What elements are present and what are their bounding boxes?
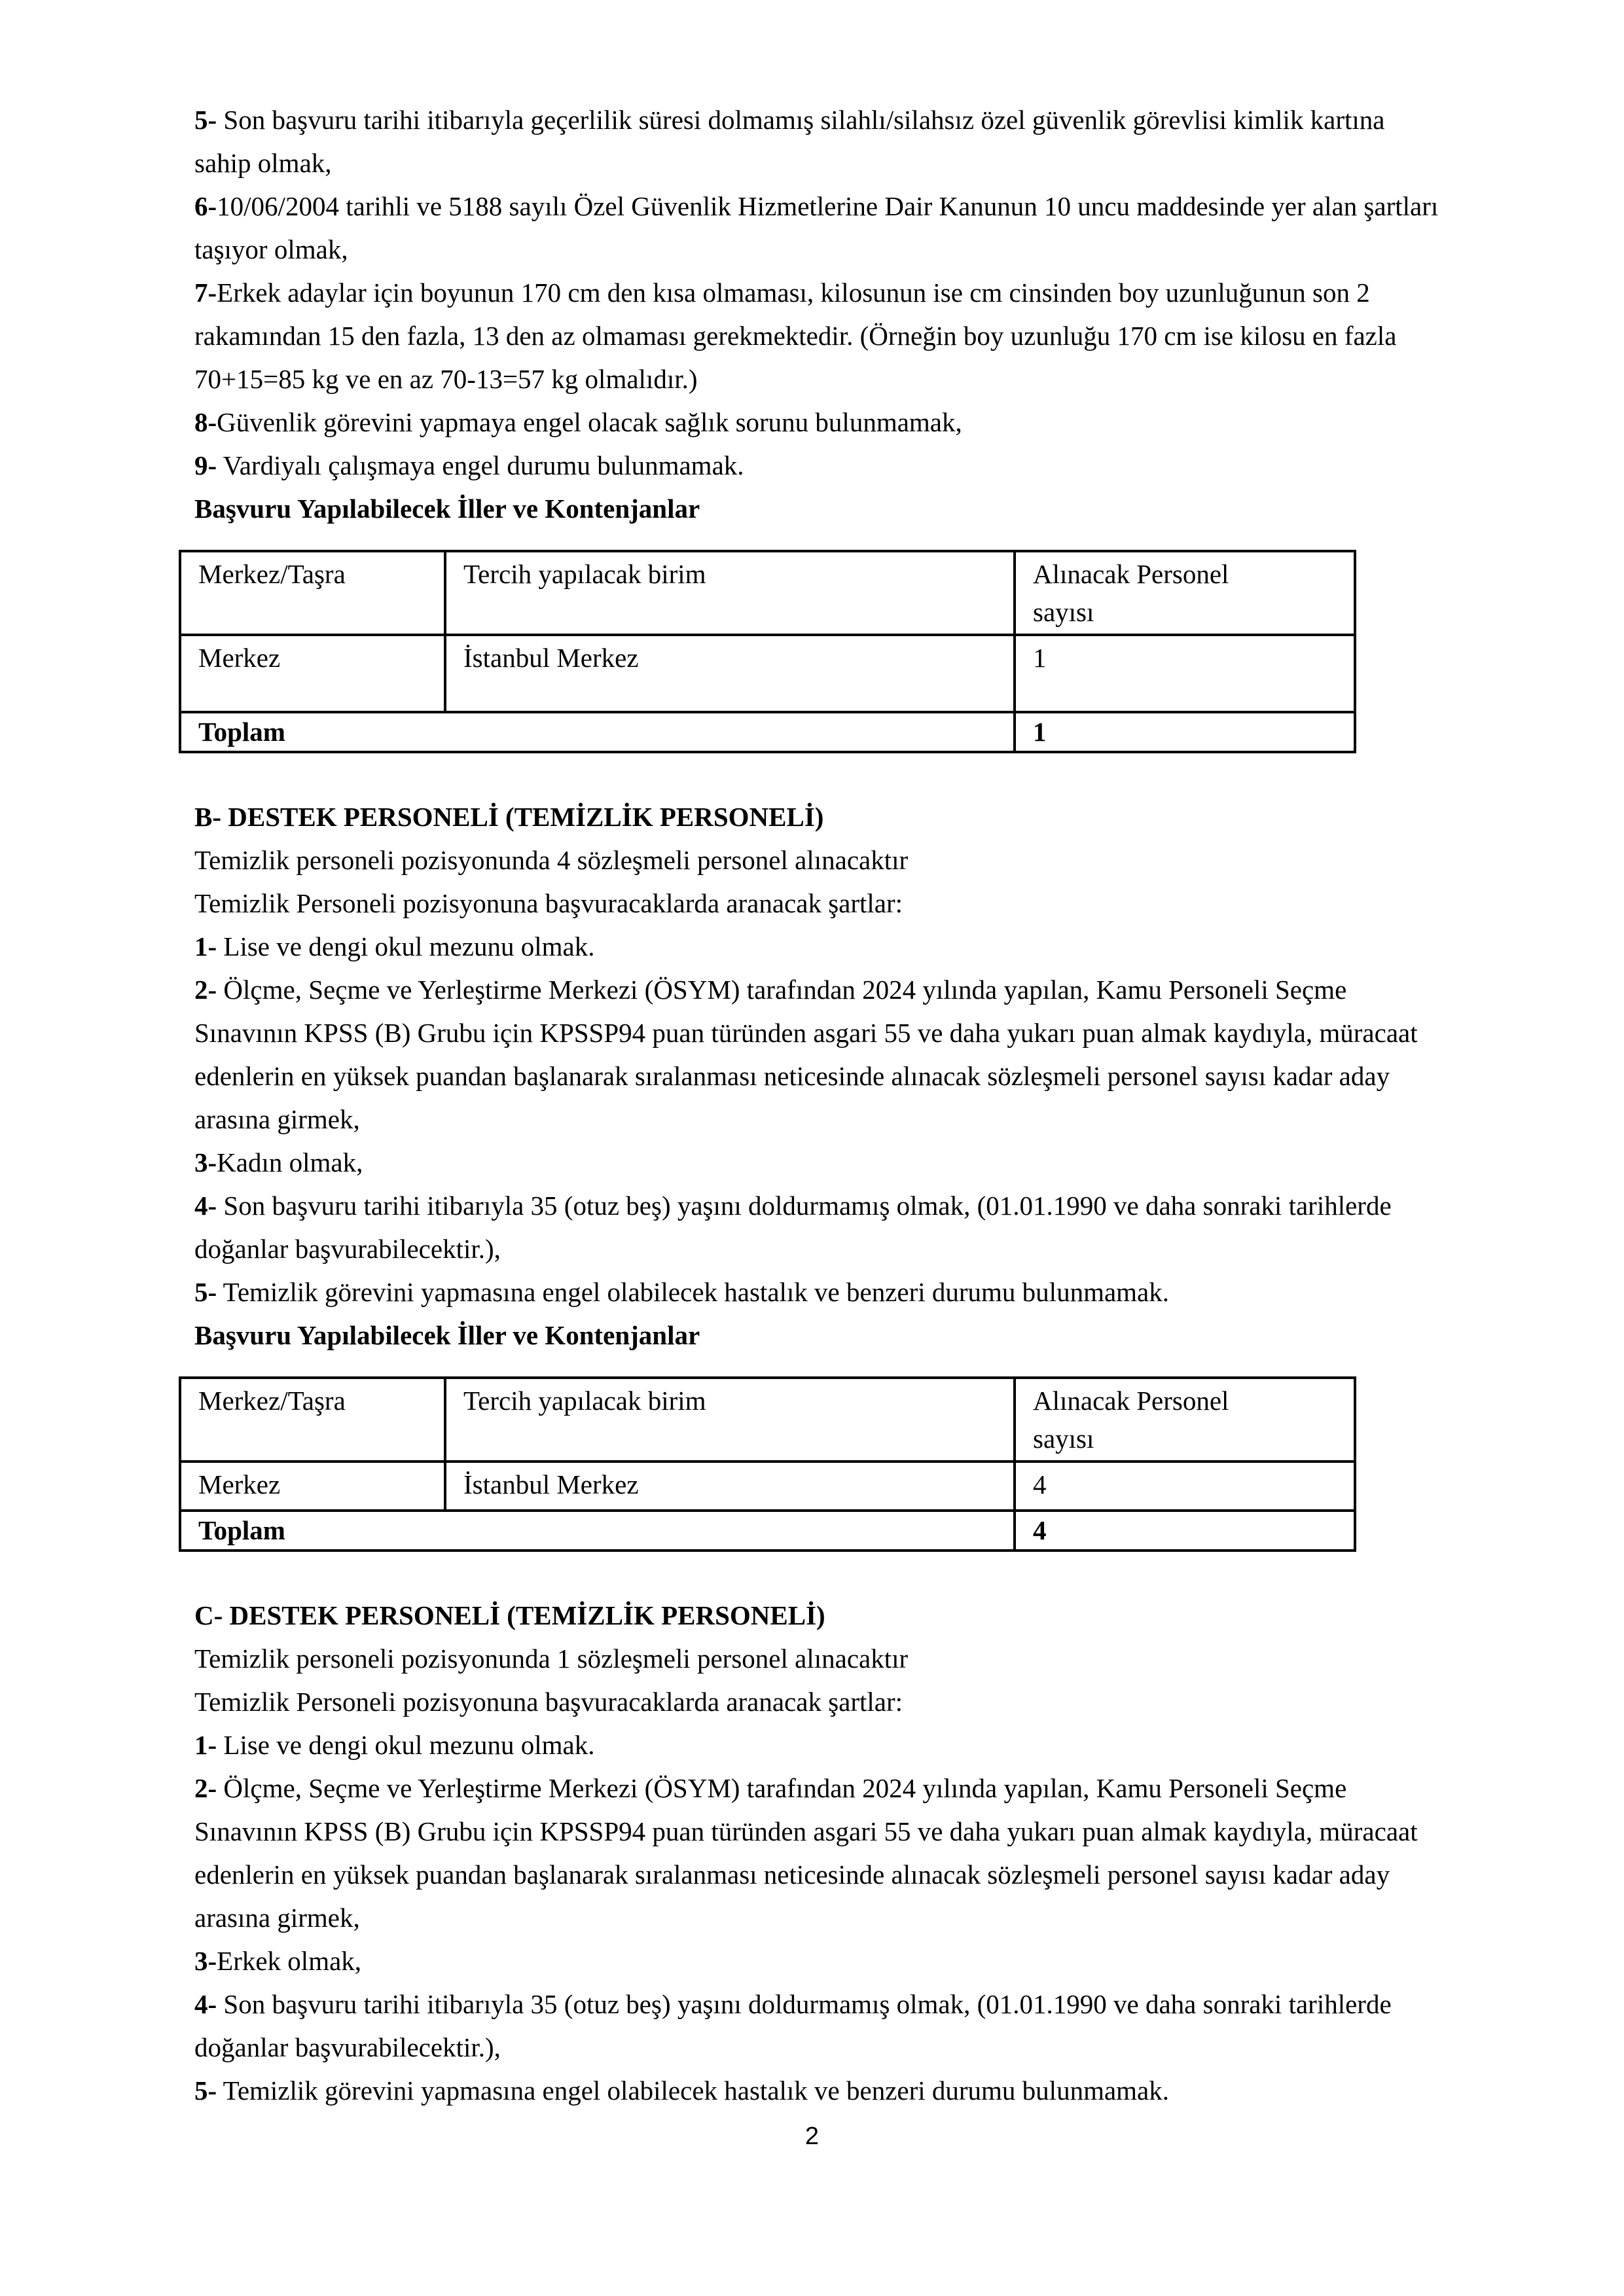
requirement-number: 3- — [194, 1147, 217, 1177]
table-row — [180, 1462, 1355, 1511]
col-header-alinacak-personel — [1015, 1378, 1355, 1462]
section-b-title: B- DESTEK PERSONELİ (TEMİZLİK PERSONELİ) — [194, 802, 824, 832]
requirement-text: Vardiyalı çalışmaya engel durumu bulunmamak. — [217, 450, 744, 480]
document-content — [194, 98, 1443, 2112]
table-header-row — [180, 1378, 1355, 1462]
cell-istanbul-merkez: İstanbul Merkez — [445, 1462, 1015, 1511]
requirement-item — [194, 1141, 1443, 1184]
cell-merkez: Merkez — [180, 1462, 445, 1511]
requirement-item — [194, 1982, 1443, 2069]
requirement-text: Lise ve dengi okul mezunu olmak. — [217, 931, 595, 961]
col-header-merkez-tasra: Merkez/Taşra — [180, 1378, 445, 1462]
section-b-intro-2: Temizlik Personeli pozisyonuna başvuracaklarda aranacak şartlar: — [194, 888, 903, 918]
table-total-row — [180, 712, 1355, 752]
table-total-row — [180, 1511, 1355, 1551]
requirement-number: 2- — [194, 975, 217, 1005]
requirement-number: 8- — [194, 407, 217, 437]
section-b-intro-1: Temizlik personeli pozisyonunda 4 sözleşmeli personel alınacaktır — [194, 845, 909, 875]
total-value-cell: 4 — [1015, 1511, 1355, 1551]
requirement-text: Son başvuru tarihi itibarıyla geçerlilik süresi dolmamış silahlı/silahsız özel güvenlik görevlisi kimlik kartına sahip olmak, — [194, 105, 1385, 178]
requirement-text: Erkek olmak, — [217, 1946, 362, 1976]
requirement-item — [194, 1270, 1443, 1314]
requirement-item — [194, 1184, 1443, 1270]
requirement-number: 9- — [194, 450, 217, 480]
col-header-merkez-tasra: Merkez/Taşra — [180, 551, 445, 635]
requirement-text: Erkek adaylar için boyunun 170 cm den kısa olmaması, kilosunun ise cm cinsinden boy uzunluğunun son 2 rakamından 15 den fazla, 13 den az olmaması gerekmektedir. (Örneğin boy uzunluğu 170 cm ise kilosu en fazla 70+15=85 kg ve en az 70-13=57 kg olmalıdır.) — [194, 278, 1397, 394]
requirement-number: 5- — [194, 2075, 217, 2106]
requirement-text: Kadın olmak, — [217, 1147, 363, 1177]
requirement-number: 3- — [194, 1946, 217, 1976]
requirement-number: 1- — [194, 931, 217, 961]
requirement-item — [194, 185, 1443, 271]
cell-merkez: Merkez — [180, 635, 445, 712]
requirement-number: 4- — [194, 1989, 217, 2019]
requirement-item — [194, 401, 1443, 444]
requirement-text: Ölçme, Seçme ve Yerleştirme Merkezi (ÖSYM) tarafından 2024 yılında yapılan, Kamu Personeli Seçme Sınavının KPSS (B) Grubu için KPSSP94 puan türünden asgari 55 ve daha yukarı puan almak kaydıyla, müracaat edenlerin en yüksek puandan başlanarak sıralanması neticesinde alınacak sözleşmeli personel sayısı kadar aday arasına girmek, — [194, 1773, 1418, 1933]
requirement-item — [194, 444, 1443, 487]
page-number: 2 — [804, 2123, 820, 2150]
requirement-number: 6- — [194, 191, 217, 221]
requirement-number: 4- — [194, 1191, 217, 1221]
requirement-text: Temizlik görevini yapmasına engel olabilecek hastalık ve benzeri durumu bulunmamak. — [217, 1277, 1169, 1307]
requirement-number: 7- — [194, 278, 217, 308]
cell-istanbul-merkez: İstanbul Merkez — [445, 635, 1015, 712]
total-label-cell: Toplam — [180, 712, 1015, 752]
quota-table-b — [179, 1376, 1356, 1552]
col-header-alinacak-personel-text: Alınacak Personel sayısı — [1033, 1386, 1229, 1454]
requirement-text: Temizlik görevini yapmasına engel olabilecek hastalık ve benzeri durumu bulunmamak. — [217, 2075, 1169, 2106]
requirement-item — [194, 1767, 1443, 1939]
section-c-intro-1: Temizlik personeli pozisyonunda 1 sözleşmeli personel alınacaktır — [194, 1643, 909, 1674]
requirement-text: 10/06/2004 tarihli ve 5188 sayılı Özel Güvenlik Hizmetlerine Dair Kanunun 10 uncu maddesinde yer alan şartları taşıyor olmak, — [194, 191, 1439, 264]
requirement-item — [194, 925, 1443, 968]
quota-heading-b: Başvuru Yapılabilecek İller ve Kontenjanlar — [194, 1320, 700, 1350]
requirement-number: 5- — [194, 105, 217, 135]
quota-heading-a: Başvuru Yapılabilecek İller ve Kontenjanlar — [194, 493, 700, 524]
requirement-item — [194, 968, 1443, 1141]
col-header-alinacak-personel-text: Alınacak Personel sayısı — [1033, 559, 1229, 627]
requirement-item — [194, 2069, 1443, 2112]
section-c-intro-2: Temizlik Personeli pozisyonuna başvuracaklarda aranacak şartlar: — [194, 1687, 903, 1717]
requirement-item — [194, 271, 1443, 401]
table-row — [180, 635, 1355, 712]
requirement-item — [194, 98, 1443, 185]
requirement-text: Ölçme, Seçme ve Yerleştirme Merkezi (ÖSYM) tarafından 2024 yılında yapılan, Kamu Personeli Seçme Sınavının KPSS (B) Grubu için KPSSP94 puan türünden asgari 55 ve daha yukarı puan almak kaydıyla, müracaat edenlerin en yüksek puandan başlanarak sıralanması neticesinde alınacak sözleşmeli personel sayısı kadar aday arasına girmek, — [194, 975, 1418, 1134]
table-header-row — [180, 551, 1355, 635]
requirement-text: Son başvuru tarihi itibarıyla 35 (otuz beş) yaşını doldurmamış olmak, (01.01.1990 ve daha sonraki tarihlerde doğanlar başvurabilecektir.), — [194, 1191, 1392, 1264]
requirement-number: 2- — [194, 1773, 217, 1803]
col-header-tercih-birim: Tercih yapılacak birim — [445, 551, 1015, 635]
col-header-tercih-birim: Tercih yapılacak birim — [445, 1378, 1015, 1462]
requirement-item — [194, 1723, 1443, 1767]
requirement-item — [194, 1939, 1443, 1982]
requirement-text: Son başvuru tarihi itibarıyla 35 (otuz beş) yaşını doldurmamış olmak, (01.01.1990 ve daha sonraki tarihlerde doğanlar başvurabilecektir.), — [194, 1989, 1392, 2062]
requirement-number: 1- — [194, 1730, 217, 1760]
requirement-text: Güvenlik görevini yapmaya engel olacak sağlık sorunu bulunmamak, — [217, 407, 962, 437]
requirement-text: Lise ve dengi okul mezunu olmak. — [217, 1730, 595, 1760]
cell-count: 1 — [1015, 635, 1355, 712]
quota-table-a — [179, 550, 1356, 753]
requirement-number: 5- — [194, 1277, 217, 1307]
col-header-alinacak-personel — [1015, 551, 1355, 635]
total-value-cell: 1 — [1015, 712, 1355, 752]
total-label-cell: Toplam — [180, 1511, 1015, 1551]
cell-count: 4 — [1015, 1462, 1355, 1511]
section-c-title: C- DESTEK PERSONELİ (TEMİZLİK PERSONELİ) — [194, 1600, 825, 1630]
